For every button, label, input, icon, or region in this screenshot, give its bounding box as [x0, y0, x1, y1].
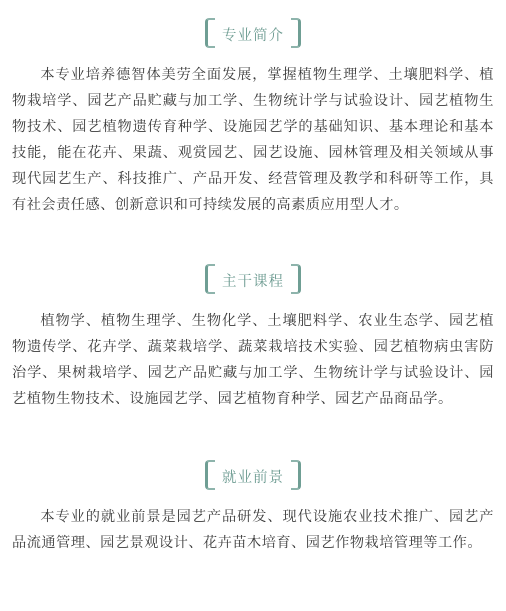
section-intro: [0, 18, 506, 218]
bracket-right-decoration: [291, 18, 301, 48]
section-title-intro: 专业简介: [222, 28, 284, 44]
section-body-career: 本专业的就业前景是园艺产品研发、现代设施农业技术推广、园艺产品流通管理、园艺景观设计、花卉苗木培育、园艺作物栽培管理等工作。: [12, 509, 494, 551]
section-header-career: [205, 460, 301, 490]
section-body-courses: 植物学、植物生理学、生物化学、土壤肥料学、农业生态学、园艺植物遗传学、花卉学、蔬菜栽培学、蔬菜栽培技术实验、园艺植物病虫害防治学、果树栽培学、园艺产品贮藏与加工学、生物统计学与试验设计、园艺植物生物技术、设施园艺学、园艺植物育种学、园艺产品商品学。: [12, 313, 494, 407]
section-body-intro: 本专业培养德智体美劳全面发展，掌握植物生理学、土壤肥料学、植物栽培学、园艺产品贮藏与加工学、生物统计学与试验设计、园艺植物生物技术、园艺植物遗传育种学、设施园艺学的基础知识、基本理论和基本技能，能在花卉、果蔬、观赏园艺、园艺设施、园林管理及相关领域从事现代园艺生产、科技推广、产品开发、经营管理及教学和科研等工作，具有社会责任感、创新意识和可持续发展的高素质应用型人才。: [12, 67, 494, 213]
section-career: [0, 460, 506, 556]
section-header-intro: [205, 18, 301, 48]
section-header-courses: [205, 264, 301, 294]
bracket-right-decoration: [291, 264, 301, 294]
section-courses: [0, 264, 506, 412]
section-title-courses: 主干课程: [222, 274, 284, 290]
section-title-career: 就业前景: [222, 470, 284, 486]
bracket-right-decoration: [291, 460, 301, 490]
